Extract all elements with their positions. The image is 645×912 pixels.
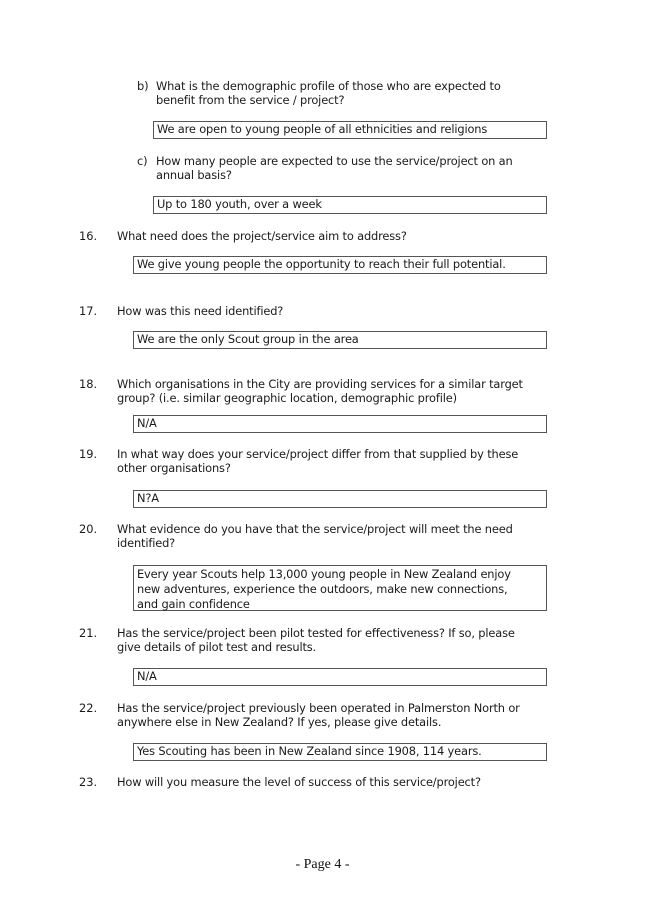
question-20-line-1: What evidence do you have that the service/project will meet the need bbox=[117, 522, 513, 536]
question-20-answer-field[interactable] bbox=[133, 565, 547, 611]
question-21-line-2: give details of pilot test and results. bbox=[117, 640, 317, 654]
question-22-number: 22. bbox=[79, 701, 98, 715]
subquestion-c-marker: c) bbox=[137, 154, 148, 168]
question-20-number: 20. bbox=[79, 522, 98, 536]
page-number: - Page 4 - bbox=[295, 857, 350, 872]
answer-text: N?A bbox=[137, 491, 159, 505]
answer-text: Up to 180 youth, over a week bbox=[157, 197, 322, 211]
subquestion-b-line-2: benefit from the service / project? bbox=[156, 93, 345, 107]
subquestion-c-line-2: annual basis? bbox=[156, 168, 232, 182]
question-22-answer-field[interactable] bbox=[133, 743, 547, 761]
question-23-text: How will you measure the level of success of this service/project? bbox=[117, 775, 481, 789]
question-20-line-2: identified? bbox=[117, 536, 176, 550]
question-17-answer-field[interactable] bbox=[133, 331, 547, 349]
question-19-number: 19. bbox=[79, 447, 98, 461]
question-16-text: What need does the project/service aim to address? bbox=[117, 229, 407, 243]
subquestion-b-marker: b) bbox=[137, 79, 149, 93]
answer-text: We give young people the opportunity to reach their full potential. bbox=[137, 257, 506, 271]
answer-line-1: Every year Scouts help 13,000 young people in New Zealand enjoy bbox=[137, 567, 511, 581]
question-18-number: 18. bbox=[79, 377, 98, 391]
subquestion-c-answer-field[interactable] bbox=[153, 196, 547, 214]
question-22-line-1: Has the service/project previously been operated in Palmerston North or bbox=[117, 701, 520, 715]
answer-text: N/A bbox=[137, 416, 157, 430]
question-18-answer-field[interactable] bbox=[133, 415, 547, 433]
subquestion-c-line-1: How many people are expected to use the service/project on an bbox=[156, 154, 513, 168]
question-22-line-2: anywhere else in New Zealand? If yes, please give details. bbox=[117, 715, 442, 729]
question-18-line-1: Which organisations in the City are providing services for a similar target bbox=[117, 377, 523, 391]
subquestion-b-answer-field[interactable] bbox=[153, 121, 547, 139]
question-19-line-2: other organisations? bbox=[117, 461, 231, 475]
question-18-line-2: group? (i.e. similar geographic location, demographic profile) bbox=[117, 391, 457, 405]
answer-text: Yes Scouting has been in New Zealand since 1908, 114 years. bbox=[137, 744, 482, 758]
answer-line-3: and gain confidence bbox=[137, 597, 250, 611]
answer-text: We are open to young people of all ethnicities and religions bbox=[157, 122, 488, 136]
question-19-line-1: In what way does your service/project differ from that supplied by these bbox=[117, 447, 519, 461]
question-16-answer-field[interactable] bbox=[133, 256, 547, 274]
answer-text: N/A bbox=[137, 669, 157, 683]
question-16-number: 16. bbox=[79, 229, 98, 243]
question-21-number: 21. bbox=[79, 626, 98, 640]
question-21-line-1: Has the service/project been pilot tested for effectiveness? If so, please bbox=[117, 626, 515, 640]
question-21-answer-field[interactable] bbox=[133, 668, 547, 686]
question-17-text: How was this need identified? bbox=[117, 304, 284, 318]
question-19-answer-field[interactable] bbox=[133, 490, 547, 508]
question-23-number: 23. bbox=[79, 775, 98, 789]
answer-line-2: new adventures, experience the outdoors, make new connections, bbox=[137, 582, 508, 596]
question-17-number: 17. bbox=[79, 304, 98, 318]
answer-text: We are the only Scout group in the area bbox=[137, 332, 359, 346]
subquestion-b-line-1: What is the demographic profile of those who are expected to bbox=[156, 79, 501, 93]
